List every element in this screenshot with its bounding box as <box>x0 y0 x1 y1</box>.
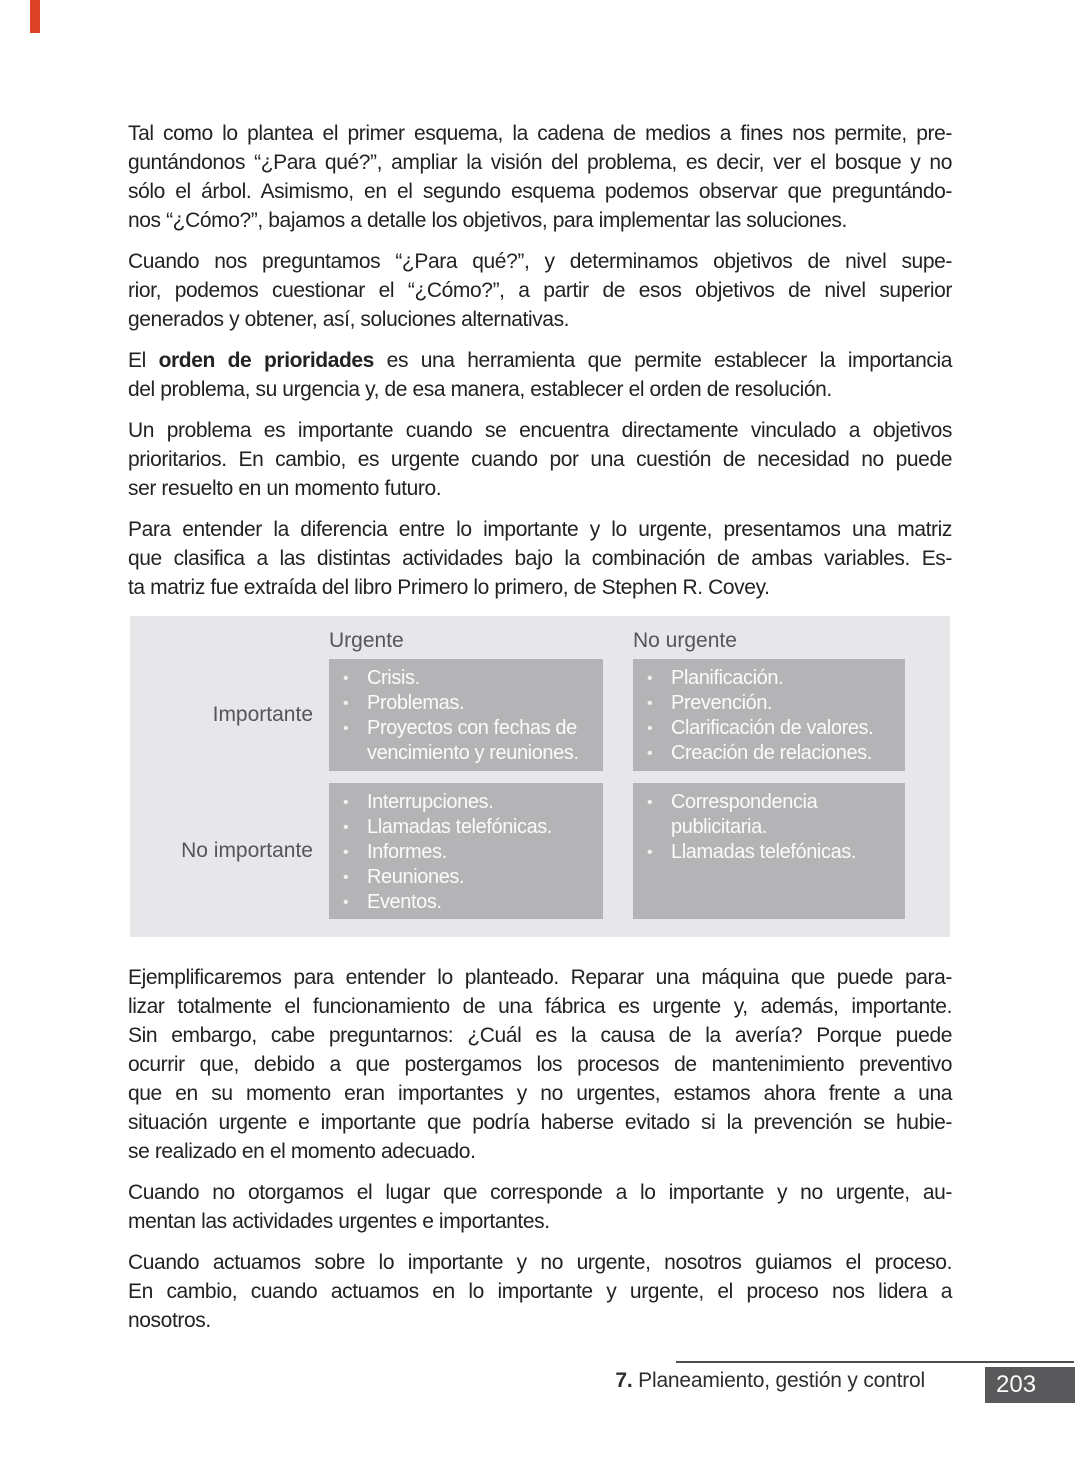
text-line: situación urgente e importante que podría haberse evitado si la prevención se hubie- <box>128 1111 952 1134</box>
matrix-cell-importante-no-urgente <box>633 659 905 771</box>
matrix-list-item <box>343 865 593 890</box>
text-line: del problema, su urgencia y, de esa manera, establecer el orden de resolución. <box>128 378 832 401</box>
bullet-icon: • <box>343 844 349 861</box>
text-line: Sin embargo, cabe preguntarnos: ¿Cuál es la causa de la avería? Porque puede <box>128 1024 952 1047</box>
matrix-item-text: Eventos. <box>367 891 442 913</box>
matrix-item-text: Creación de relaciones. <box>671 742 872 764</box>
bullet-icon: • <box>647 720 653 737</box>
matrix-list-item <box>343 716 593 766</box>
bullet-icon: • <box>343 869 349 886</box>
matrix-list-item <box>647 716 895 741</box>
matrix-list-item <box>647 840 895 865</box>
text-line: ocurrir que, debido a que postergamos los procesos de mantenimiento preventivo <box>128 1053 952 1076</box>
matrix-column-header-urgente: Urgente <box>329 629 404 652</box>
bullet-icon: • <box>343 819 349 836</box>
paragraphs-before-matrix <box>128 119 952 602</box>
matrix-item-text: Planificación. <box>671 667 784 689</box>
matrix-list-item <box>343 666 593 691</box>
priority-matrix <box>130 616 950 937</box>
paragraph <box>128 247 952 334</box>
matrix-list-item <box>343 691 593 716</box>
matrix-list-item <box>343 890 593 915</box>
bullet-icon: • <box>343 720 349 737</box>
matrix-list-item <box>343 840 593 865</box>
matrix-list-item <box>647 666 895 691</box>
text-line: nos “¿Cómo?”, bajamos a detalle los objetivos, para implementar las soluciones. <box>128 209 847 232</box>
text-line: que clasifica a las distintas actividades bajo la combinación de ambas variables. Es- <box>128 547 952 570</box>
text-line: nosotros. <box>128 1309 211 1332</box>
footer-divider-line <box>676 1361 1074 1363</box>
matrix-item-text: Proyectos con fechas de vencimiento y reuniones. <box>367 717 579 764</box>
matrix-list-item <box>647 790 895 840</box>
matrix-cell-no-importante-urgente <box>329 783 603 919</box>
text-line: prioritarios. En cambio, es urgente cuando por una cuestión de necesidad no puede <box>128 448 952 471</box>
bullet-icon: • <box>647 794 653 811</box>
matrix-item-text: Interrupciones. <box>367 791 494 813</box>
matrix-cell-importante-urgente <box>329 659 603 771</box>
text-line: rior, podemos cuestionar el “¿Cómo?”, a partir de esos objetivos de nivel superior <box>128 279 952 302</box>
paragraph <box>128 119 952 235</box>
bullet-icon: • <box>647 745 653 762</box>
matrix-item-text: Correspondencia publicitaria. <box>671 791 818 838</box>
text-line: generados y obtener, así, soluciones alternativas. <box>128 308 570 331</box>
text-line: mentan las actividades urgentes e importantes. <box>128 1210 550 1233</box>
matrix-column-header-no-urgente: No urgente <box>633 629 737 652</box>
matrix-row-label-no-importante: No importante <box>181 839 313 862</box>
page-body <box>128 119 952 1347</box>
paragraph <box>128 515 952 602</box>
footer-chapter-title: 7. Planeamiento, gestión y control <box>615 1369 925 1392</box>
matrix-item-text: Prevención. <box>671 692 773 714</box>
text-line: Tal como lo plantea el primer esquema, la cadena de medios a fines nos permite, pre- <box>128 122 952 145</box>
bullet-icon: • <box>343 695 349 712</box>
text-line: se realizado en el momento adecuado. <box>128 1140 476 1163</box>
bullet-icon: • <box>343 670 349 687</box>
matrix-item-text: Informes. <box>367 841 447 863</box>
text-line: Un problema es importante cuando se encuentra directamente vinculado a objetivos <box>128 419 952 442</box>
matrix-item-text: Llamadas telefónicas. <box>367 816 553 838</box>
paragraph <box>128 346 952 404</box>
text-line: Para entender la diferencia entre lo importante y lo urgente, presentamos una matriz <box>128 518 952 541</box>
paragraph <box>128 416 952 503</box>
text-line: lizar totalmente el funcionamiento de una fábrica es urgente y, además, importante. <box>128 995 952 1018</box>
page-number: 203 <box>985 1367 1075 1403</box>
text-line: En cambio, cuando actuamos en lo importante y urgente, el proceso nos lidera a <box>128 1280 952 1303</box>
matrix-item-text: Reuniones. <box>367 866 465 888</box>
red-corner-mark <box>30 0 40 33</box>
paragraphs-after-matrix <box>128 963 952 1335</box>
text-line: que en su momento eran importantes y no urgentes, estamos ahora frente a una <box>128 1082 952 1105</box>
paragraph <box>128 1248 952 1335</box>
matrix-item-text: Crisis. <box>367 667 420 689</box>
matrix-list-item <box>343 790 593 815</box>
text-line: ser resuelto en un momento futuro. <box>128 477 442 500</box>
text-line: Cuando nos preguntamos “¿Para qué?”, y determinamos objetivos de nivel supe- <box>128 250 952 273</box>
text-line: Ejemplificaremos para entender lo planteado. Reparar una máquina que puede para- <box>128 966 952 989</box>
text-line: sólo el árbol. Asimismo, en el segundo esquema podemos observar que preguntándo- <box>128 180 952 203</box>
bullet-icon: • <box>647 695 653 712</box>
matrix-list-item <box>647 741 895 766</box>
text-line: Cuando actuamos sobre lo importante y no urgente, nosotros guiamos el proceso. <box>128 1251 952 1274</box>
text-line: El orden de prioridades es una herramienta que permite establecer la importancia <box>128 349 953 372</box>
matrix-row-label-importante: Importante <box>212 703 313 726</box>
paragraph <box>128 1178 952 1236</box>
paragraph <box>128 963 952 1166</box>
matrix-list-item <box>647 691 895 716</box>
bullet-icon: • <box>343 894 349 911</box>
text-line: Cuando no otorgamos el lugar que corresponde a lo importante y no urgente, au- <box>128 1181 952 1204</box>
matrix-cell-no-importante-no-urgente <box>633 783 905 919</box>
bullet-icon: • <box>647 844 653 861</box>
bullet-icon: • <box>343 794 349 811</box>
matrix-item-text: Llamadas telefónicas. <box>671 841 857 863</box>
matrix-item-text: Problemas. <box>367 692 465 714</box>
matrix-item-text: Clarificación de valores. <box>671 717 874 739</box>
bullet-icon: • <box>647 670 653 687</box>
text-line: guntándonos “¿Para qué?”, ampliar la visión del problema, es decir, ver el bosque y no <box>128 151 952 174</box>
matrix-list-item <box>343 815 593 840</box>
text-line: ta matriz fue extraída del libro Primero lo primero, de Stephen R. Covey. <box>128 576 770 599</box>
